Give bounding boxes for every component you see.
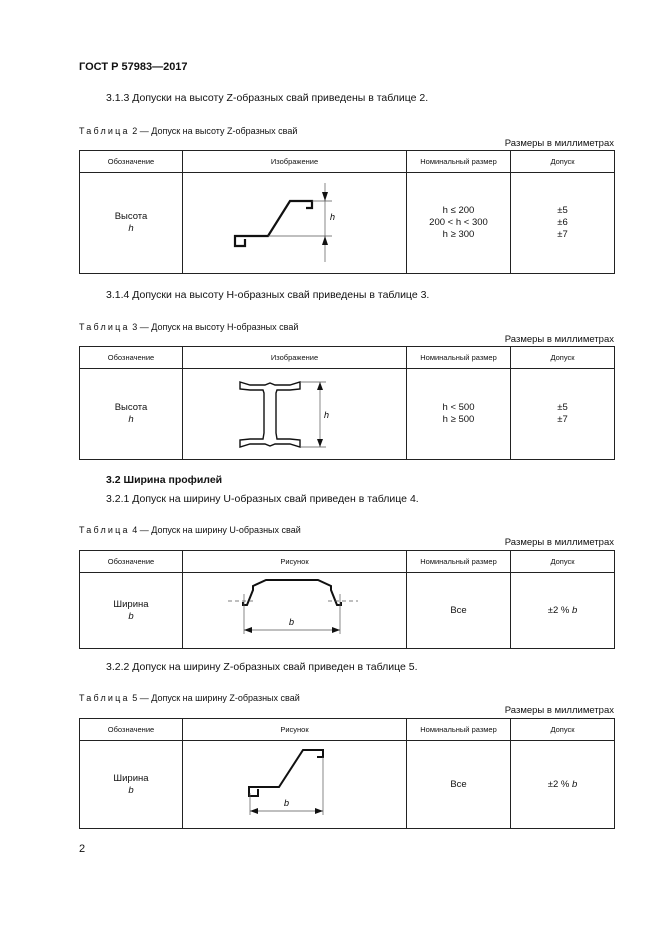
header-designation: Обозначение [80, 151, 183, 173]
dim-label-b: b [283, 797, 289, 808]
header-image: Изображение [183, 151, 407, 173]
header-nominal: Номинальный размер [407, 551, 511, 573]
table-number: 5 [132, 693, 138, 703]
image-cell [183, 741, 407, 829]
table-row [80, 741, 615, 829]
table-4-caption [79, 525, 301, 535]
tolerance-cell [511, 741, 615, 829]
nominal-value: Все [450, 604, 467, 616]
table-word: Таблица [79, 322, 130, 332]
table-title: — Допуск на высоту Н-образных свай [139, 322, 299, 332]
table-header-row [80, 347, 615, 369]
dim-label-h: h [323, 410, 329, 420]
header-image: Рисунок [183, 551, 407, 573]
tolerance-variable: b [571, 778, 578, 790]
paragraph-3-2-1: 3.2.1 Допуск на ширину U-образных свай приведен в таблице 4. [106, 493, 419, 505]
header-image: Изображение [183, 347, 407, 369]
dim-label-h: h [329, 212, 335, 222]
table-row [80, 573, 615, 649]
nominal-cell [407, 369, 511, 460]
nominal-value: h ≥ 300 [442, 229, 475, 240]
designation-cell [80, 369, 183, 460]
tolerance-value: ±5 [557, 205, 568, 216]
nominal-cell [407, 741, 511, 829]
table-word: Таблица [79, 525, 130, 535]
tolerance-prefix: ±2 % [547, 778, 572, 790]
designation-symbol: b [128, 610, 134, 622]
table-title: — Допуск на высоту Z-образных свай [139, 126, 298, 136]
table-title: — Допуск на ширину Z-образных свай [139, 693, 300, 703]
table-3 [79, 346, 615, 460]
table-number: 2 [132, 126, 138, 136]
h-pile-height-drawing [220, 373, 370, 455]
nominal-value: h ≤ 200 [442, 205, 475, 216]
header-designation: Обозначение [80, 347, 183, 369]
tolerance-value: ±7 [557, 414, 568, 425]
tolerance-cell [511, 573, 615, 649]
document-header: ГОСТ Р 57983—2017 [79, 61, 188, 73]
image-cell [183, 173, 407, 274]
header-designation: Обозначение [80, 719, 183, 741]
header-image: Рисунок [183, 719, 407, 741]
table-title: — Допуск на ширину U-образных свай [139, 525, 301, 535]
table-5-caption [79, 693, 300, 703]
z-pile-width-drawing [220, 743, 370, 827]
designation-label: Ширина [113, 772, 149, 784]
z-pile-height-drawing [220, 178, 370, 268]
header-designation: Обозначение [80, 551, 183, 573]
table-3-caption [79, 322, 298, 332]
table-2-caption [79, 126, 297, 136]
paragraph-3-1-4: 3.1.4 Допуски на высоту Н-образных свай приведены в таблице 3. [106, 289, 430, 301]
tolerance-prefix: ±2 % [547, 604, 572, 616]
table-5 [79, 718, 615, 829]
tolerance-value: ±6 [557, 217, 568, 228]
tolerance-cell [511, 369, 615, 460]
tolerance-value: ±7 [557, 229, 568, 240]
u-pile-width-drawing [220, 576, 370, 646]
nominal-value: 200 < h < 300 [429, 217, 488, 228]
table-word: Таблица [79, 126, 130, 136]
tolerance-cell [511, 173, 615, 274]
designation-cell [80, 741, 183, 829]
nominal-value: h ≥ 500 [442, 414, 475, 425]
designation-symbol: h [128, 223, 134, 234]
table-header-row [80, 551, 615, 573]
paragraph-3-2-2: 3.2.2 Допуск на ширину Z-образных свай приведен в таблице 5. [106, 661, 418, 673]
table-4 [79, 550, 615, 649]
table-word: Таблица [79, 693, 130, 703]
table-row [80, 173, 615, 274]
image-cell [183, 573, 407, 649]
units-note: Размеры в миллиметрах [504, 334, 614, 345]
header-nominal: Номинальный размер [407, 719, 511, 741]
header-tolerance: Допуск [511, 551, 615, 573]
header-nominal: Номинальный размер [407, 347, 511, 369]
table-number: 3 [132, 322, 138, 332]
designation-label: Высота [114, 402, 148, 413]
nominal-value: Все [450, 778, 467, 790]
nominal-value: h < 500 [442, 402, 475, 413]
paragraph-3-1-3: 3.1.3 Допуски на высоту Z-образных свай приведены в таблице 2. [106, 92, 429, 104]
designation-cell [80, 573, 183, 649]
header-tolerance: Допуск [511, 151, 615, 173]
tolerance-variable: b [571, 604, 578, 616]
page-number: 2 [79, 843, 86, 855]
header-tolerance: Допуск [511, 347, 615, 369]
table-row [80, 369, 615, 460]
designation-label: Высота [114, 211, 148, 222]
dim-label-b: b [288, 616, 294, 627]
table-number: 4 [132, 525, 138, 535]
tolerance-value: ±5 [557, 402, 568, 413]
image-cell [183, 369, 407, 460]
section-title-3-2: 3.2 Ширина профилей [106, 474, 223, 486]
nominal-cell [407, 573, 511, 649]
units-note: Размеры в миллиметрах [504, 537, 614, 548]
header-nominal: Номинальный размер [407, 151, 511, 173]
header-tolerance: Допуск [511, 719, 615, 741]
table-header-row [80, 719, 615, 741]
nominal-cell [407, 173, 511, 274]
table-header-row [80, 151, 615, 173]
units-note: Размеры в миллиметрах [504, 705, 614, 716]
designation-label: Ширина [113, 598, 149, 610]
designation-cell [80, 173, 183, 274]
units-note: Размеры в миллиметрах [504, 138, 614, 149]
designation-symbol: h [128, 414, 134, 425]
designation-symbol: b [128, 784, 134, 796]
table-2 [79, 150, 615, 274]
